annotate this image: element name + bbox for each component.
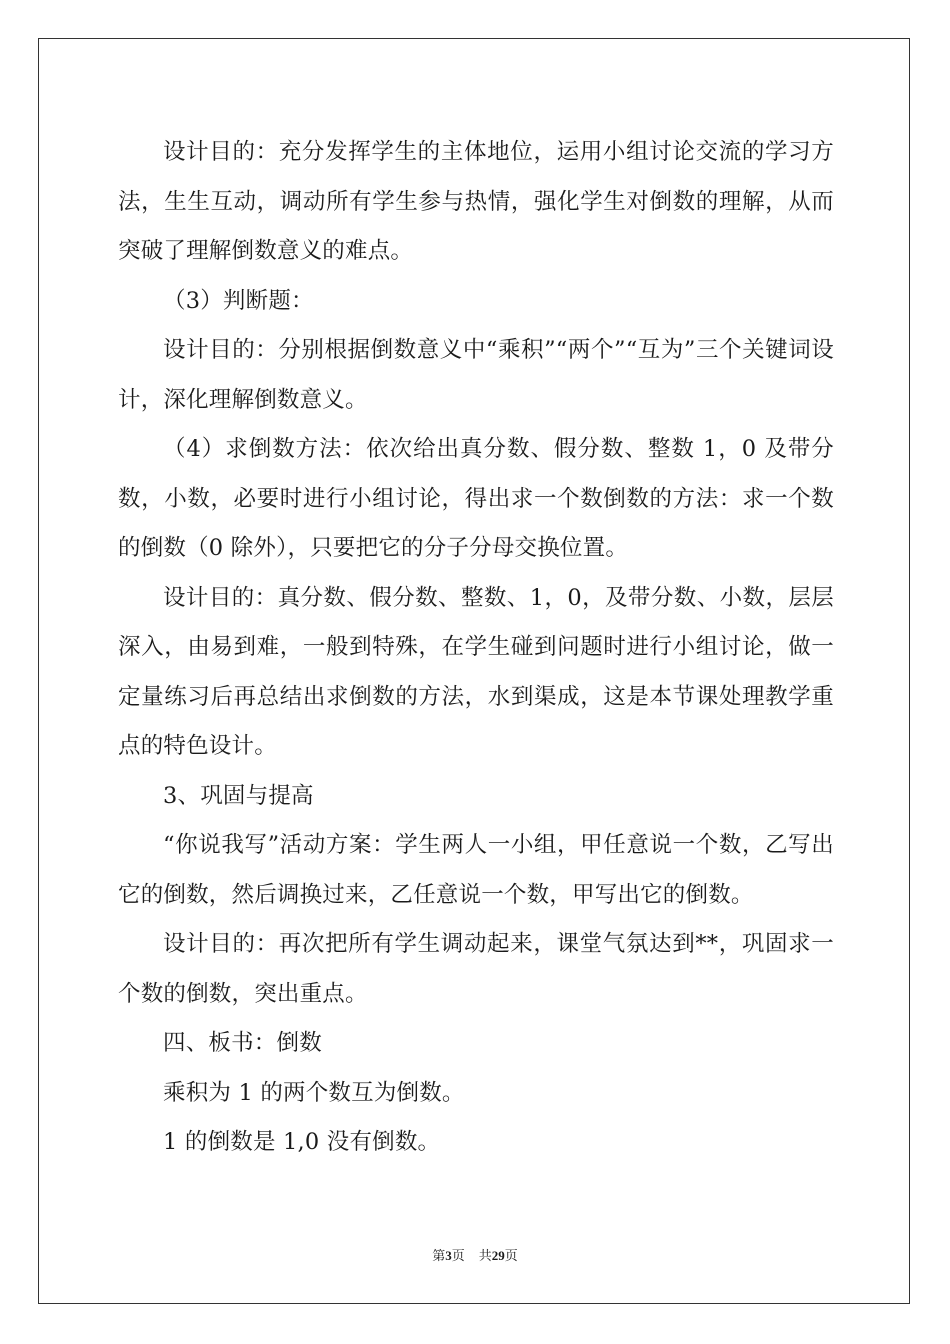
paragraph-design-goal-4: 设计目的：再次把所有学生调动起来，课堂气氛达到**，巩固求一个数的倒数，突出重点。	[118, 931, 834, 1007]
paragraph-reciprocal-method: （4）求倒数方法：依次给出真分数、假分数、整数 1，0 及带分数，小数，必要时进行小组讨论，得出求一个数倒数的方法：求一个数的倒数（0 除外），只要把它的分子分母交换位置。	[118, 436, 834, 561]
paragraph-judgment-heading: （3）判断题：	[163, 287, 314, 314]
footer-page-prefix: 第	[432, 1249, 446, 1264]
document-body	[118, 128, 834, 1168]
paragraph-board-line-1: 乘积为 1 的两个数互为倒数。	[163, 1079, 465, 1106]
paragraph-board-line-2: 1 的倒数是 1,0 没有倒数。	[163, 1129, 441, 1155]
paragraph-consolidation-heading: 3、巩固与提高	[163, 782, 314, 809]
paragraph-activity-plan: “你说我写”活动方案：学生两人一小组，甲任意说一个数，乙写出它的倒数，然后调换过来，乙任意说一个数，甲写出它的倒数。	[118, 832, 834, 908]
footer-total-prefix: 共	[478, 1249, 492, 1264]
paragraph-design-goal-3: 设计目的：真分数、假分数、整数、1，0，及带分数、小数，层层深入，由易到难，一般到特殊，在学生碰到问题时进行小组讨论，做一定量练习后再总结出求倒数的方法，水到渠成，这是本节课处理教学重点的特色设计。	[118, 584, 834, 759]
paragraph-design-goal-2: 设计目的：分别根据倒数意义中“乘积”“两个”“互为”三个关键词设计，深化理解倒数意义。	[118, 337, 834, 413]
footer-page-number: 3	[445, 1248, 452, 1263]
page-footer	[0, 1245, 950, 1264]
paragraph-board-heading: 四、板书：倒数	[163, 1030, 322, 1056]
footer-total-suffix: 页	[504, 1249, 518, 1264]
footer-total-pages: 29	[491, 1248, 505, 1263]
paragraph-design-goal-1: 设计目的：充分发挥学生的主体地位，运用小组讨论交流的学习方法，生生互动，调动所有学生参与热情，强化学生对倒数的理解，从而突破了理解倒数意义的难点。	[118, 139, 834, 264]
footer-page-suffix: 页	[451, 1249, 465, 1264]
